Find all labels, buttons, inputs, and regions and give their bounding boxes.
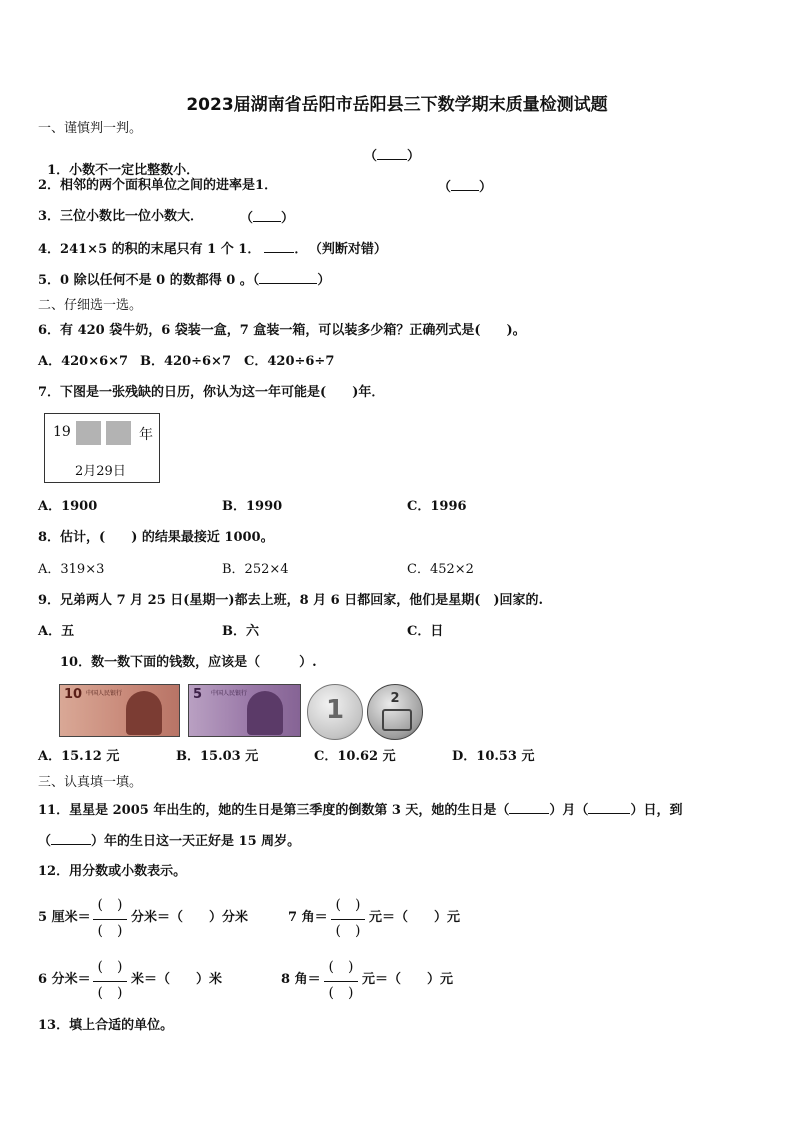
ten-yuan-note <box>59 684 180 737</box>
portrait-image <box>126 691 162 735</box>
paren-open: （ <box>364 149 378 164</box>
question-9-text: 9．兄弟两人 7 月 25 日(星期一)都去上班，8 月 6 日都回家，他们是星期( )回家的. <box>38 593 544 608</box>
question-8-option-a[interactable]: A．319×3 <box>38 562 105 577</box>
fraction-bar <box>93 981 127 982</box>
fraction-bar <box>324 981 358 982</box>
question-10-option-d[interactable]: D．10.53 元 <box>452 749 535 764</box>
paren-close: ） <box>479 180 493 195</box>
answer-blank-year[interactable] <box>51 832 91 845</box>
question-11-text-a: 11．星星是 2005 年出生的，她的生日是第三季度的倒数第 3 天，她的生日是（ <box>38 803 510 818</box>
section-heading-3: 三、认真填一填。 <box>38 775 143 790</box>
denominator-blank[interactable]: ( ) <box>97 923 123 939</box>
note-header: 中国人民银行 <box>211 690 248 697</box>
question-6-option-c[interactable]: C．420÷6÷7 <box>244 354 335 369</box>
calendar-date: 2月29日 <box>75 464 126 479</box>
question-3-answer[interactable] <box>240 209 294 227</box>
question-6-option-b[interactable]: B．420÷6×7 <box>140 354 232 369</box>
denominator-blank[interactable]: ( ) <box>335 923 361 939</box>
calendar-missing-digit-2 <box>106 421 131 445</box>
note-value: 5 <box>193 687 203 702</box>
question-3-text: 3．三位小数比一位小数大． <box>38 209 204 224</box>
question-13-text: 13．填上合适的单位。 <box>38 1018 174 1033</box>
fraction-bar <box>93 919 127 920</box>
fraction-blank[interactable] <box>331 896 365 944</box>
question-11-line-1 <box>38 801 682 819</box>
question-4 <box>38 240 387 258</box>
paren-close: ） <box>407 149 421 164</box>
two-fen-coin <box>367 684 423 740</box>
question-10-option-b[interactable]: B．15.03 元 <box>176 749 259 764</box>
question-1-answer[interactable] <box>364 147 420 165</box>
paren-close: ） <box>317 273 331 288</box>
question-6-text: 6．有 420 袋牛奶，6 袋装一盒，7 盒装一箱，可以装多少箱？正确列式是( )。 <box>38 323 526 338</box>
numerator-blank[interactable]: ( ) <box>335 897 361 913</box>
paren-open: （ <box>438 180 452 195</box>
question-9-option-a[interactable]: A．五 <box>38 624 75 639</box>
portrait-image <box>247 691 283 735</box>
question-7-option-c[interactable]: C．1996 <box>407 499 467 514</box>
question-4-after: ． <box>294 242 308 257</box>
question-5 <box>38 271 330 289</box>
note-header: 中国人民银行 <box>86 690 123 697</box>
question-2-answer[interactable] <box>438 178 492 196</box>
question-5-text: 5．0 除以任何不是 0 的数都得 0 。（ <box>38 273 260 288</box>
q12-row2b-left: 8 角＝ <box>281 972 321 987</box>
answer-blank[interactable] <box>259 271 317 284</box>
q12-row2b-mid: 元＝（ ）元 <box>362 972 454 987</box>
numerator-blank[interactable]: ( ) <box>97 897 123 913</box>
question-7-option-b[interactable]: B．1990 <box>222 499 283 514</box>
question-9-option-c[interactable]: C．日 <box>407 624 444 639</box>
paren-close: ） <box>281 211 295 226</box>
question-11-text-c: ）日，到 <box>630 803 683 818</box>
coin-value: 1 <box>325 695 345 725</box>
question-8-text: 8．估计，( ) 的结果最接近 1000。 <box>38 530 274 545</box>
answer-blank-day[interactable] <box>588 801 630 814</box>
question-7-text: 7．下图是一张残缺的日历，你认为这一年可能是( )年． <box>38 385 385 400</box>
question-8-option-b[interactable]: B．252×4 <box>222 562 289 577</box>
question-7-option-a[interactable]: A．1900 <box>38 499 98 514</box>
section-heading-1: 一、谨慎判一判。 <box>38 121 143 136</box>
coin-value: 2 <box>390 691 400 706</box>
five-yuan-note <box>188 684 301 737</box>
question-10-text: 10．数一数下面的钱数，应该是（ ）. <box>60 655 317 670</box>
question-1-text: 1．小数不一定比整数小． <box>47 163 200 178</box>
calendar-year-prefix: 19 <box>53 424 71 440</box>
fraction-bar <box>331 919 365 920</box>
question-9-option-b[interactable]: B．六 <box>222 624 259 639</box>
question-11-text-b: ）月（ <box>549 803 589 818</box>
calendar-figure <box>44 413 160 483</box>
one-jiao-coin <box>307 684 363 740</box>
question-10-option-a[interactable]: A．15.12 元 <box>38 749 120 764</box>
question-11-line-2 <box>38 832 300 850</box>
question-4-note: （判断对错） <box>315 242 387 257</box>
paren-open: （ <box>240 211 254 226</box>
q12-row1a-left: 5 厘米＝ <box>38 910 91 925</box>
question-1 <box>38 147 199 179</box>
fraction-blank[interactable] <box>93 896 127 944</box>
question-10-option-c[interactable]: C．10.62 元 <box>314 749 396 764</box>
numerator-blank[interactable]: ( ) <box>328 959 354 975</box>
question-11-text-e: ）年的生日这一天正好是 15 周岁。 <box>91 834 301 849</box>
answer-blank-month[interactable] <box>509 801 549 814</box>
q12-row1a-mid: 分米＝（ ）分米 <box>131 910 249 925</box>
answer-blank[interactable] <box>451 178 479 191</box>
section-heading-2: 二、仔细选一选。 <box>38 298 143 313</box>
answer-blank[interactable] <box>253 209 281 222</box>
denominator-blank[interactable]: ( ) <box>97 985 123 1001</box>
fraction-blank[interactable] <box>324 958 358 1006</box>
q12-row1b-left: 7 角＝ <box>288 910 328 925</box>
fraction-blank[interactable] <box>93 958 127 1006</box>
numerator-blank[interactable]: ( ) <box>97 959 123 975</box>
question-11-text-d: （ <box>38 834 52 849</box>
calendar-year-suffix: 年 <box>139 427 153 443</box>
question-4-text: 4．241×5 的积的末尾只有 1 个 1． <box>38 242 261 257</box>
q12-row2a-mid: 米＝（ ）米 <box>131 972 223 987</box>
page-title: 2023届湖南省岳阳市岳阳县三下数学期末质量检测试题 <box>186 95 608 115</box>
q12-row2a-left: 6 分米＝ <box>38 972 91 987</box>
denominator-blank[interactable]: ( ) <box>328 985 354 1001</box>
q12-row1b-mid: 元＝（ ）元 <box>369 910 461 925</box>
question-12-text: 12．用分数或小数表示。 <box>38 864 187 879</box>
emblem-icon <box>382 709 412 731</box>
answer-blank[interactable] <box>377 147 407 160</box>
question-2-text: 2．相邻的两个面积单位之间的进率是1． <box>38 178 278 193</box>
question-8-option-c[interactable]: C．452×2 <box>407 562 474 577</box>
calendar-missing-digit-1 <box>76 421 101 445</box>
question-6-option-a[interactable]: A．420×6×7 <box>38 354 129 369</box>
note-value: 10 <box>64 687 83 702</box>
answer-blank[interactable] <box>264 240 294 253</box>
